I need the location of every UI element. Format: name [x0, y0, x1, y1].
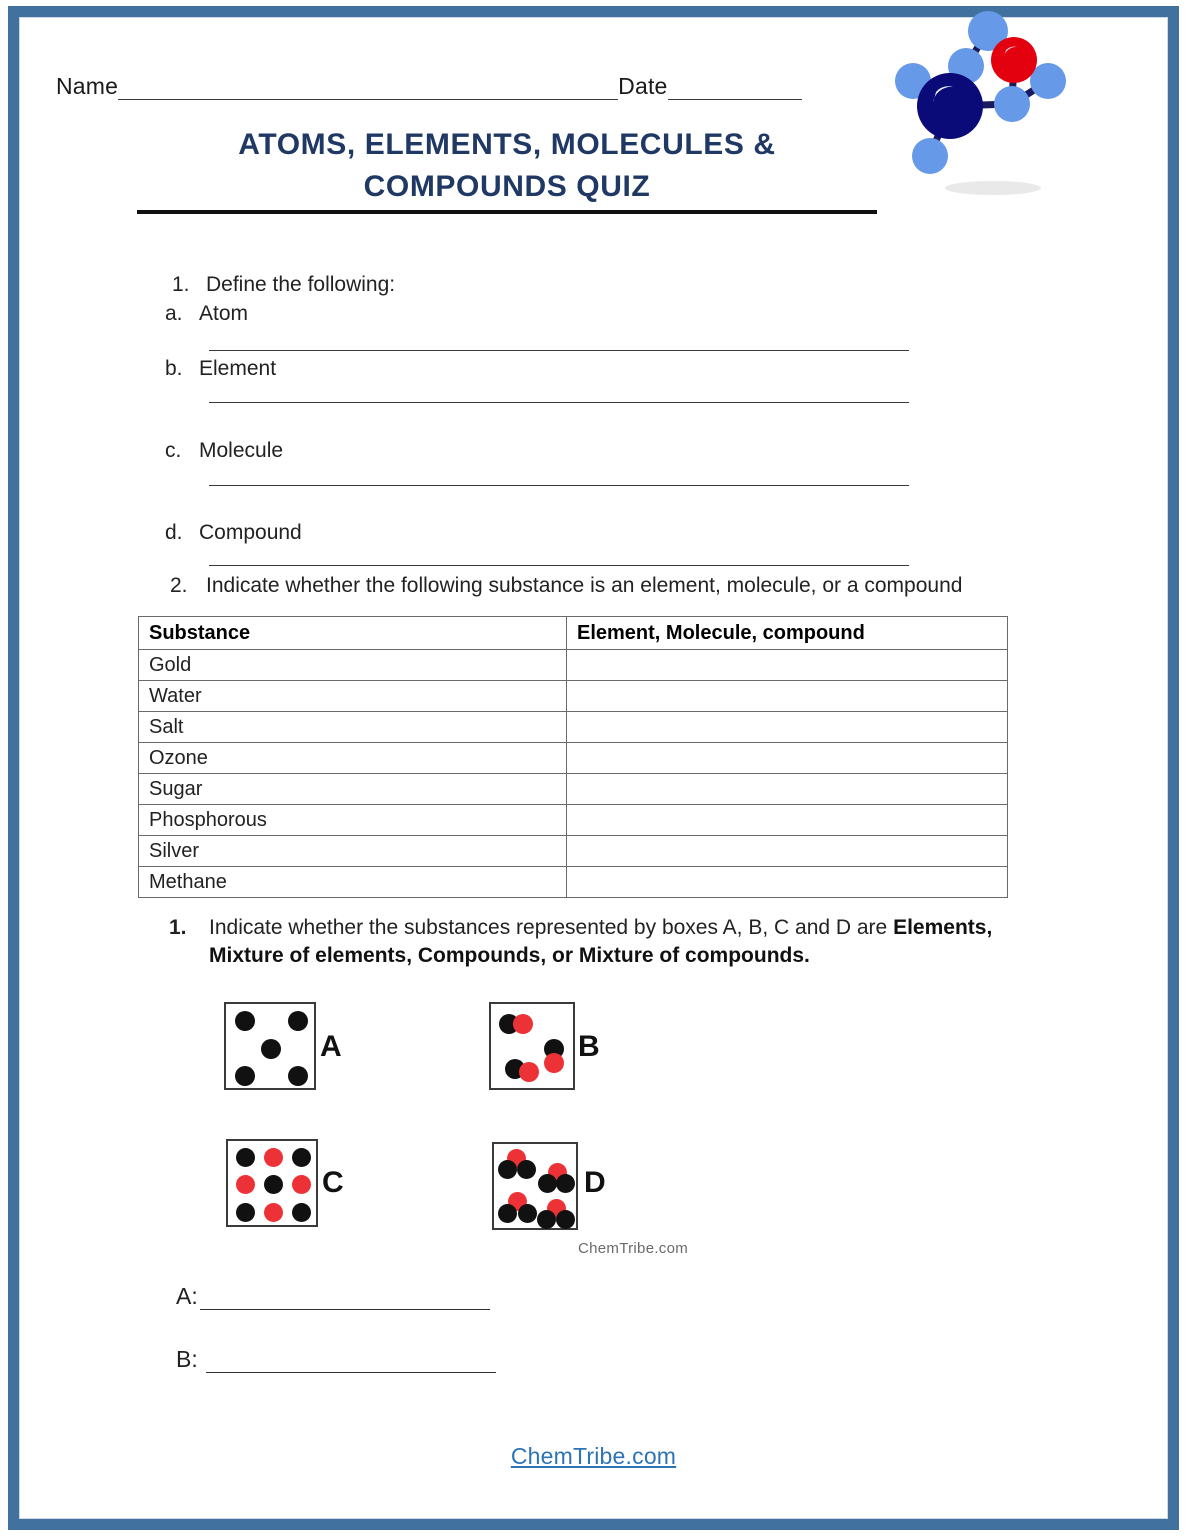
table-cell-answer[interactable] [567, 774, 1008, 805]
definition-label-compound: Compound [199, 521, 302, 544]
table-cell-substance: Gold [139, 650, 567, 681]
question-2-heading [170, 574, 962, 598]
question-2-prompt: Indicate whether the following substance is an element, molecule, or a compound [206, 574, 963, 597]
definition-label-atom: Atom [199, 302, 249, 325]
definition-label-element: Element [199, 357, 277, 380]
particle-dot [264, 1175, 283, 1194]
question-2-number: 2. [170, 574, 188, 597]
definition-answer-line-a[interactable] [209, 350, 909, 351]
particle-box-d [492, 1142, 578, 1230]
particle-dot [519, 1062, 539, 1082]
answer-label-a: A: [176, 1283, 198, 1309]
title-divider [137, 210, 877, 214]
definition-item-a [165, 302, 248, 326]
name-date-row [56, 73, 836, 100]
particle-dot [288, 1011, 308, 1031]
table-cell-answer[interactable] [567, 805, 1008, 836]
particle-dot [264, 1203, 283, 1222]
date-label: Date [618, 73, 668, 99]
table-cell-substance: Salt [139, 712, 567, 743]
definition-item-c [165, 439, 283, 463]
table-header-row [139, 617, 1008, 650]
substance-table [138, 616, 1008, 898]
particle-dot [544, 1053, 564, 1073]
question-1-heading [172, 273, 395, 297]
footer-chemtribe-link[interactable]: ChemTribe.com [510, 1443, 677, 1469]
particle-box-label-a: A [320, 1030, 342, 1063]
definition-letter-b: b. [165, 357, 183, 380]
particle-dot [292, 1203, 311, 1222]
question-3-heading [169, 914, 1009, 970]
page-title-line-1: ATOMS, ELEMENTS, MOLECULES & [238, 128, 776, 161]
particle-box-a [224, 1002, 316, 1090]
definition-letter-a: a. [165, 302, 183, 325]
table-row [139, 836, 1008, 867]
particle-dot [556, 1174, 575, 1193]
table-cell-answer[interactable] [567, 867, 1008, 898]
particle-dot [288, 1066, 308, 1086]
particle-dot [513, 1014, 533, 1034]
answer-line-b [176, 1346, 496, 1373]
table-cell-substance: Ozone [139, 743, 567, 774]
table-cell-substance: Sugar [139, 774, 567, 805]
particle-dot [517, 1160, 536, 1179]
table-row [139, 805, 1008, 836]
particle-dot [261, 1039, 281, 1059]
table-cell-substance: Methane [139, 867, 567, 898]
chemtribe-watermark: ChemTribe.com [578, 1240, 689, 1257]
definition-answer-line-b[interactable] [209, 402, 909, 403]
particle-dot [264, 1148, 283, 1167]
question-3-prompt-bold-2: Mixture of elements, Compounds, or Mixture of compounds. [209, 944, 810, 967]
table-row [139, 712, 1008, 743]
particle-box-b [489, 1002, 575, 1090]
table-cell-answer[interactable] [567, 712, 1008, 743]
table-row [139, 650, 1008, 681]
answer-input-line-a[interactable] [200, 1291, 490, 1310]
definition-label-molecule: Molecule [199, 439, 284, 462]
table-cell-answer[interactable] [567, 650, 1008, 681]
table-row [139, 681, 1008, 712]
name-input-line[interactable] [118, 79, 618, 100]
answer-label-b: B: [176, 1346, 198, 1372]
table-row [139, 774, 1008, 805]
table-cell-substance: Silver [139, 836, 567, 867]
particle-dot [538, 1174, 557, 1193]
particle-dot [236, 1203, 255, 1222]
question-1-number: 1. [172, 273, 190, 296]
table-cell-substance: Water [139, 681, 567, 712]
answer-input-line-b[interactable] [206, 1354, 496, 1373]
particle-dot [498, 1160, 517, 1179]
particle-dot [292, 1148, 311, 1167]
name-label: Name [56, 73, 119, 99]
particle-box-label-b: B [578, 1030, 600, 1063]
table-row [139, 867, 1008, 898]
definition-item-d [165, 521, 302, 545]
definition-letter-d: d. [165, 521, 183, 544]
table-cell-answer[interactable] [567, 836, 1008, 867]
table-cell-answer[interactable] [567, 681, 1008, 712]
particle-dot [498, 1204, 517, 1223]
particle-dot [235, 1066, 255, 1086]
definition-answer-line-d[interactable] [209, 565, 909, 566]
page-title [137, 124, 877, 208]
particle-dot [518, 1204, 537, 1223]
table-row [139, 743, 1008, 774]
particle-dot [236, 1148, 255, 1167]
particle-box-label-d: D [584, 1166, 606, 1199]
particle-box-label-c: C [322, 1166, 344, 1199]
page-title-line-2: COMPOUNDS QUIZ [363, 170, 651, 203]
question-3-number: 1. [169, 916, 187, 939]
table-header-substance: Substance [139, 617, 567, 650]
definition-item-b [165, 357, 276, 381]
particle-box-c [226, 1139, 318, 1227]
table-cell-substance: Phosphorous [139, 805, 567, 836]
answer-line-a [176, 1283, 490, 1310]
particle-dot [537, 1210, 556, 1229]
particle-dot [556, 1210, 575, 1229]
question-3-prompt-plain: Indicate whether the substances represented by boxes A, B, C and D are [209, 916, 894, 939]
definition-letter-c: c. [165, 439, 182, 462]
table-cell-answer[interactable] [567, 743, 1008, 774]
question-1-prompt: Define the following: [206, 273, 396, 296]
definition-answer-line-c[interactable] [209, 485, 909, 486]
table-header-classification: Element, Molecule, compound [567, 617, 1008, 650]
question-3-prompt [169, 914, 1009, 970]
particle-dot [236, 1175, 255, 1194]
molecule-illustration-icon [888, 8, 1088, 206]
particle-dot [292, 1175, 311, 1194]
question-3-prompt-bold-1: Elements, [893, 916, 993, 939]
particle-dot [235, 1011, 255, 1031]
date-input-line[interactable] [668, 79, 802, 100]
